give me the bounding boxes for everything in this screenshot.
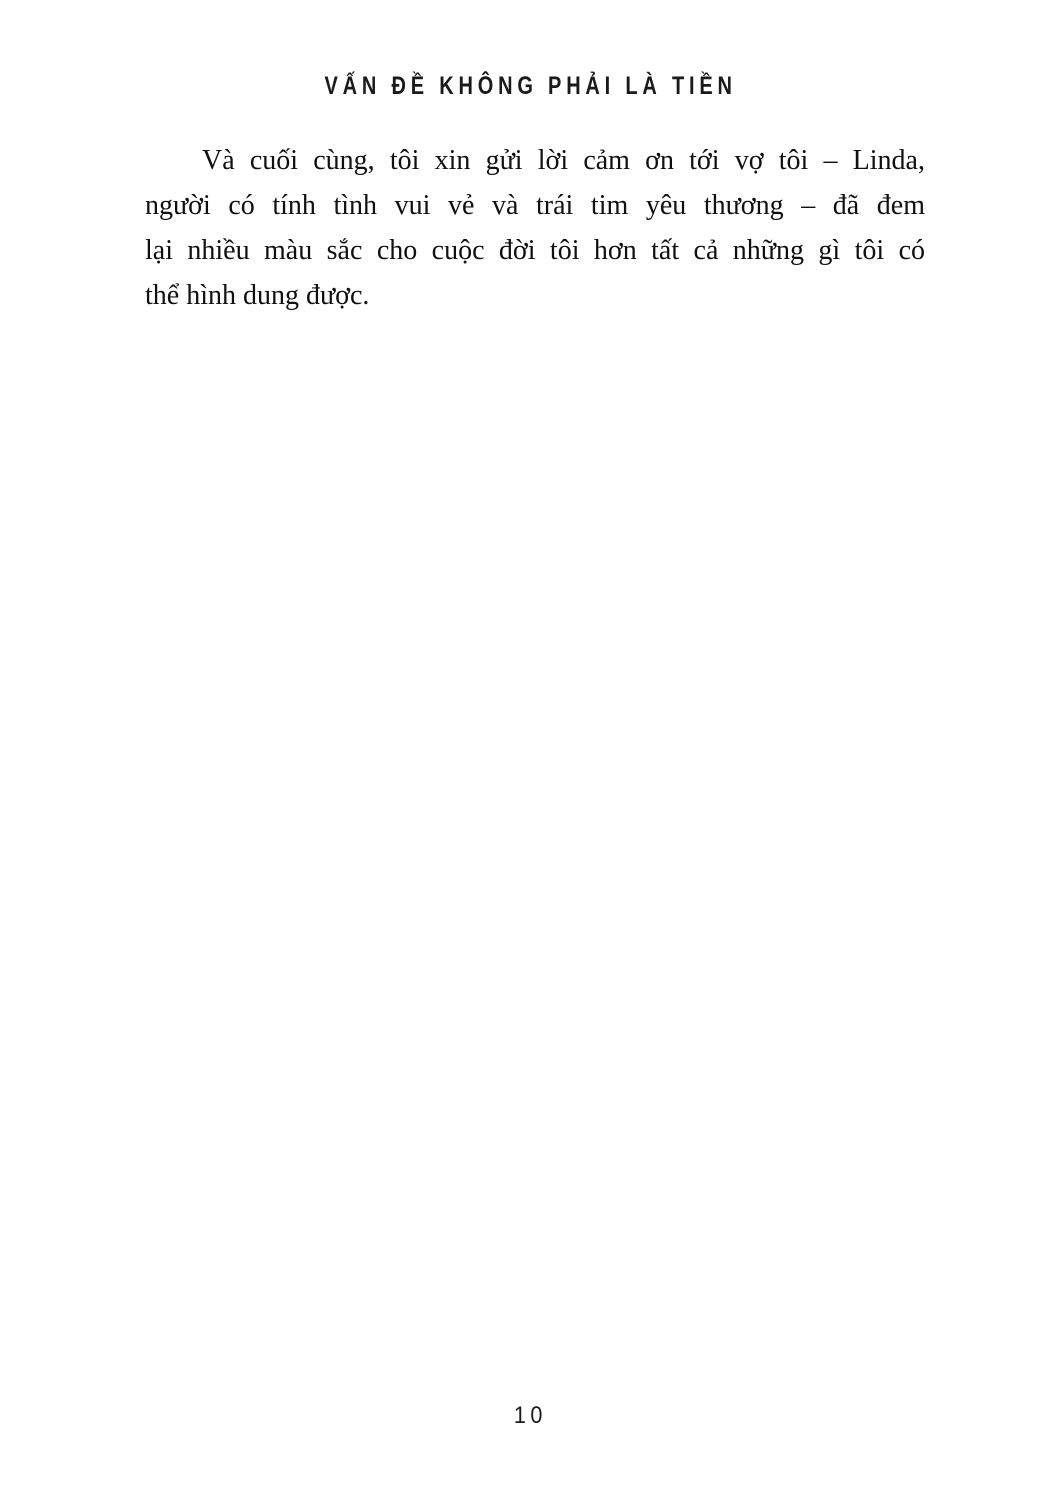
page-number-text: 10 bbox=[513, 1402, 548, 1429]
paragraph-line: lại nhiều màu sắc cho cuộc đời tôi hơn tất cả những gì tôi có bbox=[145, 235, 925, 266]
paragraph-line: người có tính tình vui vẻ và trái tim yêu thương – đã đem bbox=[145, 190, 925, 221]
paragraph-line: thể hình dung được. bbox=[145, 280, 370, 311]
paragraph-line: Và cuối cùng, tôi xin gửi lời cảm ơn tới vợ tôi – Linda, bbox=[202, 145, 925, 176]
running-header bbox=[0, 72, 1061, 101]
running-header-text: VẤN ĐỀ KHÔNG PHẢI LÀ TIỀN bbox=[324, 72, 737, 100]
paragraph bbox=[145, 138, 925, 318]
page-number bbox=[0, 1402, 1061, 1430]
